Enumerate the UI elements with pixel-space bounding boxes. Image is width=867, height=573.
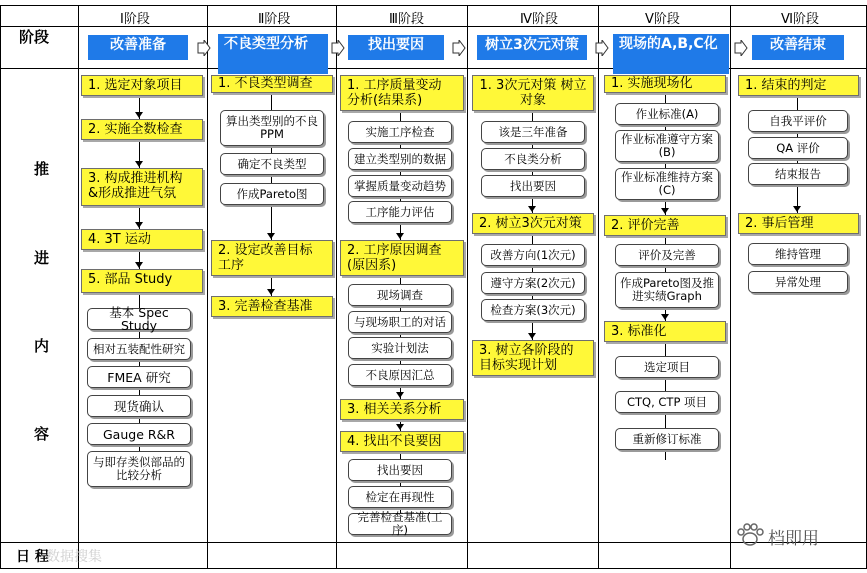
phase1-detail-2: 相对五装配性研究 (87, 338, 191, 360)
chevron-right-icon (331, 40, 345, 56)
flow-arrow (396, 424, 404, 430)
phase4-detail-2: 不良类分析 (481, 148, 585, 170)
row-label-stage: 阶段 (19, 28, 50, 46)
grid-line (0, 5, 867, 6)
phase-header-6: Ⅵ阶段 (781, 12, 819, 27)
phase2-step-3: 3. 完善检查基准 (211, 296, 333, 317)
phase-title-5: 现场的A,B,C化 (613, 34, 729, 74)
grid-line (78, 5, 79, 569)
phase1-step-1: 1. 选定对象项目 (81, 75, 203, 96)
phase4-step-3: 3. 树立各阶段的 目标实现计划 (472, 340, 594, 376)
phase4-detail-6: 检查方案(3次元) (481, 299, 585, 321)
phase1-step-5: 5. 部品 Study (81, 269, 203, 293)
phase-title-4: 树立3次元对策 (477, 35, 587, 60)
phase3-detail-8: 不良原因汇总 (348, 364, 452, 386)
phase5-step-2: 2. 评价完善 (604, 215, 726, 236)
watermark-text: 档即用 (768, 529, 819, 549)
phase3-detail-3: 掌握质量变动趋势 (348, 175, 452, 197)
phase3-step-2: 2. 工序原因调查 (原因系) (340, 240, 464, 276)
phase4-detail-4: 改善方向(1次元) (481, 244, 585, 266)
flow-arrow (793, 206, 801, 212)
phase3-detail-5: 现场调查 (348, 284, 452, 306)
flow-arrow (396, 233, 404, 239)
phase6-detail-2: QA 评价 (748, 137, 848, 159)
flow-arrow (135, 161, 143, 167)
grid-line (0, 5, 1, 569)
phase4-detail-3: 找出要因 (481, 175, 585, 197)
phase5-detail-4: 评价及完善 (615, 244, 719, 266)
phase6-detail-1: 自我平评价 (748, 110, 848, 132)
phase-title-2: 不良类型分析 (218, 34, 328, 74)
phase3-step-4: 4. 找出不良要因 (340, 431, 464, 452)
flow-arrow (661, 208, 669, 214)
phase4-step-2: 2. 树立3次元对策 (472, 213, 594, 234)
phase3-detail-4: 工序能力评估 (348, 201, 452, 223)
phase3-detail-2: 建立类型别的数据 (348, 148, 452, 170)
phase5-detail-3: 作业标准维持方案 (C) (615, 168, 719, 200)
phase2-detail-1: 算出类型别的不良PPM (220, 110, 324, 146)
phase1-detail-4: 现货确认 (87, 395, 191, 417)
phase-header-3: Ⅲ阶段 (389, 12, 424, 27)
flow-arrow (267, 233, 275, 239)
grid-line (0, 68, 867, 69)
phase2-step-1: 1. 不良类型调查 (211, 75, 333, 93)
phase1-detail-6: 与即存类似部品的比较分析 (87, 451, 191, 487)
grid-line (730, 5, 731, 569)
row-label-content-3: 内 (34, 337, 50, 355)
chevron-right-icon (595, 40, 609, 56)
phase5-detail-6: 选定项目 (615, 356, 719, 378)
phase5-detail-1: 作业标准(A) (615, 103, 719, 125)
phase-header-2: Ⅱ阶段 (258, 12, 291, 27)
phase5-step-1: 1. 实施现场化 (604, 75, 726, 93)
chevron-right-icon (734, 40, 748, 56)
grid-line (0, 568, 867, 569)
flow-arrow (396, 392, 404, 398)
row-label-schedule: 日 程 (16, 549, 49, 565)
flow-arrow (135, 222, 143, 228)
phase5-detail-5: 作成Pareto图及推进实绩Graph (615, 272, 719, 308)
grid-line (467, 5, 468, 569)
watermark-left: 数据搜集 (46, 549, 102, 565)
grid-line (207, 5, 208, 569)
phase2-detail-3: 作成Pareto图 (220, 183, 324, 205)
phase3-step-3: 3. 相关关系分析 (340, 399, 464, 420)
flow-arrow (135, 112, 143, 118)
phase-header-5: Ⅴ阶段 (645, 12, 680, 27)
row-label-content-2: 进 (34, 249, 50, 267)
phase6-step-1: 1. 结束的判定 (738, 75, 859, 96)
row-label-content-4: 容 (34, 425, 50, 443)
flow-arrow (267, 289, 275, 295)
phase1-step-4: 4. 3T 运动 (81, 229, 203, 250)
grid-line (598, 5, 599, 569)
chevron-right-icon (452, 40, 466, 56)
phase-title-1: 改善准备 (88, 35, 188, 60)
phase3-detail-7: 实验计划法 (348, 337, 452, 359)
phase5-detail-2: 作业标准遵守方案 (B) (615, 130, 719, 162)
flow-arrow (528, 333, 536, 339)
phase6-detail-4: 维持管理 (748, 243, 848, 265)
phase3-detail-10: 检定在再现性 (348, 486, 452, 508)
grid-line (336, 5, 337, 569)
phase-title-3: 找出要因 (348, 35, 444, 60)
phase2-step-2: 2. 设定改善目标 工序 (211, 240, 333, 276)
phase4-detail-5: 遵守方案(2次元) (481, 272, 585, 294)
phase4-detail-1: 该是三年准备 (481, 121, 585, 143)
phase-title-6: 改善结束 (752, 35, 844, 60)
phase5-detail-7: CTQ, CTP 项目 (615, 391, 719, 413)
phase-header-4: Ⅳ阶段 (520, 12, 558, 27)
phase1-step-3: 3. 构成推进机构 &形成推进气氛 (81, 168, 203, 206)
phase6-step-2: 2. 事后管理 (738, 213, 859, 234)
phase5-step-3: 3. 标准化 (604, 321, 726, 342)
phase3-detail-9: 找出要因 (348, 459, 452, 481)
flow-arrow (135, 262, 143, 268)
phase1-detail-5: Gauge R&R (87, 423, 191, 445)
phase6-detail-5: 异常处理 (748, 271, 848, 293)
phase2-detail-2: 确定不良类型 (220, 153, 324, 175)
phase1-detail-1: 基本 Spec Study (87, 308, 191, 330)
flow-arrow (528, 206, 536, 212)
chevron-right-icon (197, 40, 211, 56)
phase3-detail-11: 完善检查基准(工序) (348, 513, 452, 535)
phase3-detail-1: 实施工序检查 (348, 121, 452, 143)
phase1-step-2: 2. 实施全数检查 (81, 119, 203, 140)
phase3-detail-6: 与现场职工的对话 (348, 311, 452, 333)
phase1-detail-3: FMEA 研究 (87, 366, 191, 388)
phase4-step-1: 1. 3次元对策 树立对象 (472, 75, 594, 111)
paw-icon (736, 522, 764, 548)
row-label-content-1: 推 (34, 160, 50, 178)
phase5-detail-8: 重新修订标准 (615, 428, 719, 450)
flow-arrow (661, 314, 669, 320)
phase6-detail-3: 结束报告 (748, 163, 848, 185)
phase3-step-1: 1. 工序质量变动 分析(结果系) (340, 75, 464, 111)
phase-header-1: Ⅰ阶段 (120, 12, 150, 27)
